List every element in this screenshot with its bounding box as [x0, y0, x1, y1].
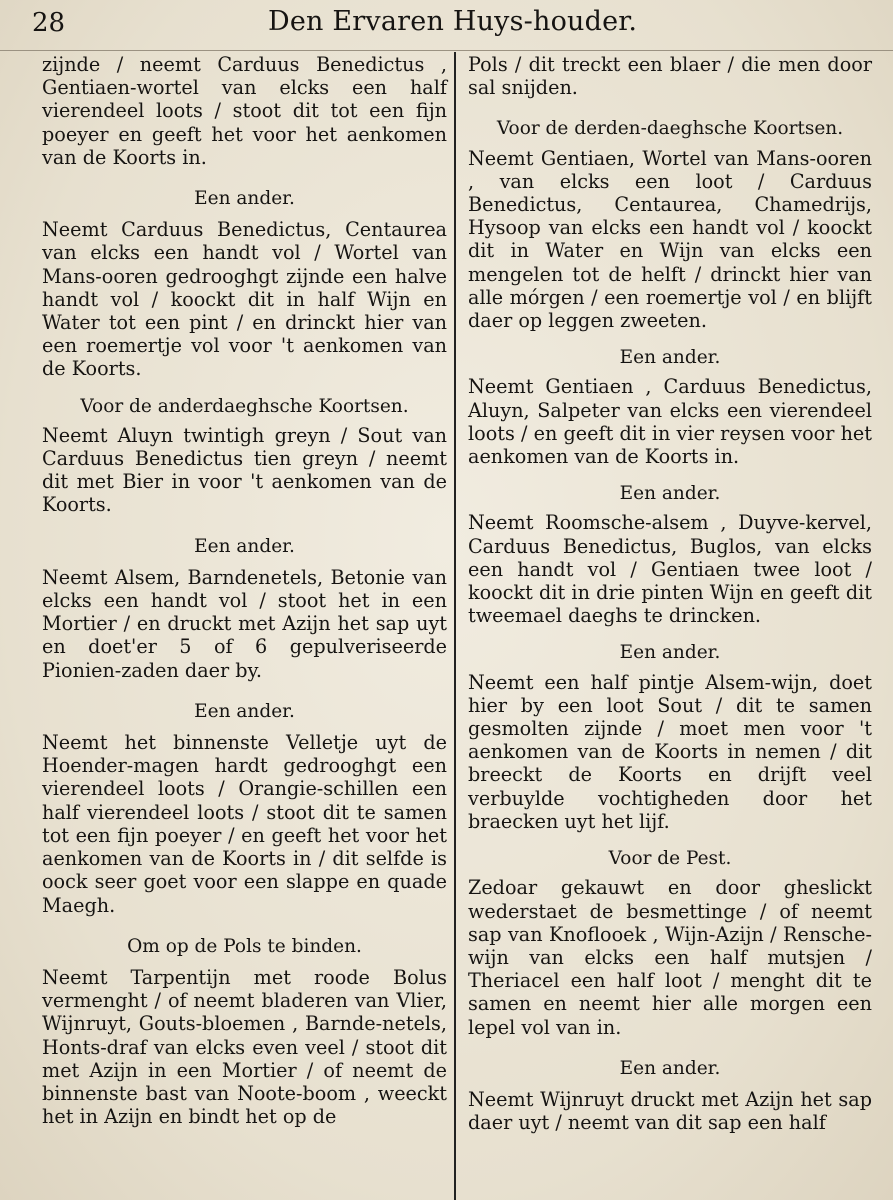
recipe-section [42, 53, 447, 169]
recipe-heading: Een ander. [619, 642, 721, 664]
recipe-heading: Voor de anderdaeghsche Koortsen. [80, 395, 409, 417]
recipe-body: Neemt Gentiaen , Carduus Benedictus, Aluyn, Salpeter van elcks een vierendeel loots / en geeft dit in vier reysen voor het aenkomen van de Koorts in. [468, 375, 872, 469]
recipe-body: Neemt Tarpentijn met roode Bolus vermenght / of neemt bladeren van Vlier, Wijnruyt, Gouts-bloemen , Barnde-netels, Honts-draf van elcks even veel / stoot dit met Azijn in een Mortier / of neemt de binnenste bast van Noote-boom , weeckt het in Azijn en bindt het op de [42, 965, 447, 1129]
recipe-body: Neemt Alsem, Barndenetels, Betonie van elcks een handt vol / stoot het in een Mortier / en druckt met Azijn het sap uyt en doet'er 5 of 6 gepulveriseerde Pionien-zaden daer by. [42, 565, 447, 682]
running-title: Den Ervaren Huys-houder. [268, 6, 638, 37]
recipe-body: Zedoar gekauwt en door gheslickt wederstaet de besmettinge / of neemt sap van Knoflooek , Wijn-Azijn / Rensche-wijn van elcks een half mutsjen / Theriacel een half loot / menght dit te samen en neemt hier alle morgen een lepel vol van in. [468, 876, 872, 1039]
recipe-section [42, 187, 447, 381]
right-column [468, 53, 872, 1134]
recipe-body: Neemt een half pintje Alsem-wijn, doet hier by een loot Sout / dit te samen gesmolten zijnde / moet men voor 't aenkomen van de Koorts in nemen / dit breeckt de Koorts en drijft veel verbuylde vochtigheden door het braecken uyt het lijf. [468, 670, 872, 833]
recipe-section [468, 847, 872, 1039]
recipe-heading: Voor de derden-daeghsche Koortsen. [496, 118, 844, 140]
recipe-section [42, 700, 447, 917]
left-column [42, 53, 447, 1128]
page-number: 28 [32, 8, 66, 38]
recipe-section [468, 346, 872, 468]
recipe-section [468, 1057, 872, 1135]
recipe-section [468, 117, 872, 332]
recipe-heading: Een ander. [194, 188, 295, 210]
recipe-body: Neemt het binnenste Velletje uyt de Hoender-magen hardt gedrooghgt een vierendeel loots / Orangie-schillen een half vierendeel loots / stoot dit te samen tot een fijn poeyer / en geeft het voor het aenkomen van de Koorts in / dit selfde is oock seer goet voor een slappe en quade Maegh. [42, 731, 447, 917]
column-divider [454, 52, 456, 1200]
page-header [0, 0, 893, 51]
recipe-heading: Een ander. [619, 483, 721, 505]
recipe-heading: Om op de Pols te binden. [127, 935, 362, 957]
recipe-body: Neemt Roomsche-alsem , Duyve-kervel, Carduus Benedictus, Buglos, van elcks een handt vol / Gentiaen twee loot / koockt dit in drie pinten Wijn en geeft dit tweemael daeghs te drincken. [468, 511, 872, 628]
recipe-heading: Een ander. [194, 535, 295, 557]
recipe-heading: Een ander. [194, 700, 295, 722]
recipe-section [42, 535, 447, 682]
recipe-body: Neemt Gentiaen, Wortel van Mans-ooren , van elcks een loot / Carduus Benedictus, Centaurea, Chamedrijs, Hysoop van elcks een handt vol / koockt dit in Water en Wijn van elcks een mengelen tot de helft / drinckt hier van alle mórgen / een roemertje vol / en blijft daer op leggen zweeten. [468, 146, 872, 333]
recipe-heading: Een ander. [619, 347, 721, 369]
recipe-section [468, 53, 872, 99]
recipe-body: Pols / dit treckt een blaer / die men door sal snijden. [468, 53, 872, 100]
recipe-heading: Voor de Pest. [608, 848, 732, 870]
recipe-body: Neemt Wijnruyt druckt met Azijn het sap daer uyt / neemt van dit sap een half [468, 1087, 872, 1135]
recipe-body: Neemt Carduus Benedictus, Centaurea van elcks een handt vol / Wortel van Mans-ooren gedrooghgt zijnde een halve handt vol / koockt dit in half Wijn en Water tot een pint / en drinckt hier van een roemertje vol voor 't aenkomen van de Koorts. [42, 218, 447, 381]
recipe-body: Neemt Aluyn twintigh greyn / Sout van Carduus Benedictus tien greyn / neemt dit met Bier in voor 't aenkomen van de Koorts. [42, 423, 447, 517]
recipe-section [42, 935, 447, 1129]
recipe-section [42, 395, 447, 517]
recipe-body: zijnde / neemt Carduus Benedictus , Gentiaen-wortel van elcks een half vierendeel loots / stoot dit tot een fijn poeyer en geeft het voor het aenkomen van de Koorts in. [42, 53, 447, 169]
recipe-heading: Een ander. [619, 1057, 721, 1079]
recipe-section [468, 482, 872, 627]
recipe-section [468, 641, 872, 833]
